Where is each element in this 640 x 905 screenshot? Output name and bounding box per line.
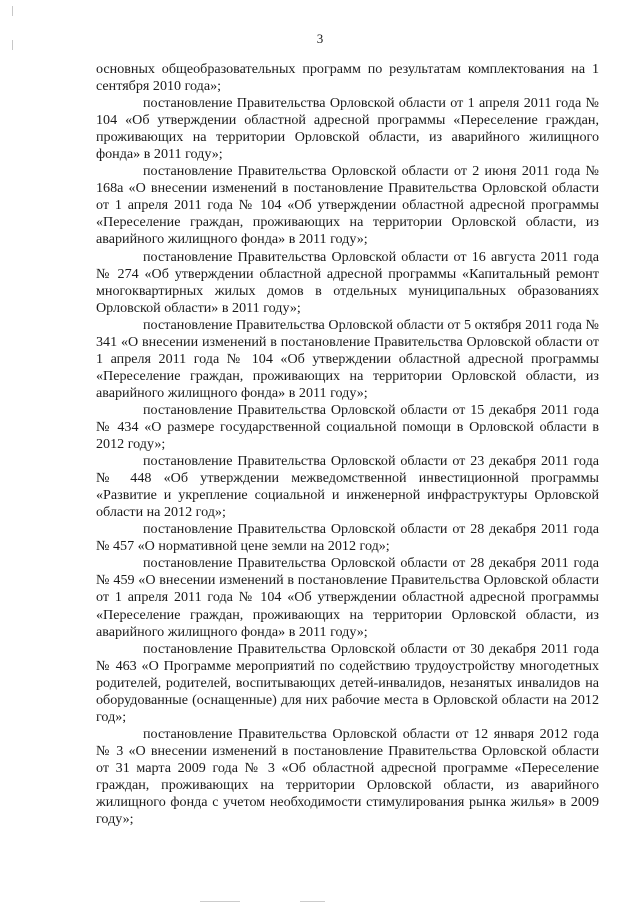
paragraph-4: постановление Правительства Орловской области от 5 октября 2011 года № 341 «О внесении изменений в постановление Правительства Орловской области от 1 апреля 2011 года № 104 «Об утверждении областной адресной программы «Переселение граждан, проживающих на территории Орловской области, из аварийного жилищного фонда» в 2011 году»; (96, 316, 599, 401)
paragraph-6: постановление Правительства Орловской области от 23 декабря 2011 года № 448 «Об утверждении межведомственной инвестиционной программы «Развитие и укрепление социальной и инженерной инфраструктуры Орловской области на 2012 год»; (96, 453, 599, 521)
paragraph-0: основных общеобразовательных программ по результатам комплектования на 1 сентября 2010 года»; (96, 61, 599, 95)
paragraph-1: постановление Правительства Орловской области от 1 апреля 2011 года № 104 «Об утверждении областной адресной программы «Переселение граждан, проживающих на территории Орловской области, из аварийного жилищного фонда» в 2011 году»; (96, 95, 599, 163)
paragraph-5: постановление Правительства Орловской области от 15 декабря 2011 года № 434 «О размере государственной социальной помощи в Орловской области в 2012 году»; (96, 401, 599, 453)
paragraph-9: постановление Правительства Орловской области от 30 декабря 2011 года № 463 «О Программе мероприятий по содействию трудоустройству многодетных родителей, родителей, воспитывающих детей-инвалидов, незанятых инвалидов на оборудованные (оснащенные) для них рабочие места в Орловской области на 2012 год»; (96, 640, 599, 725)
document-body (96, 61, 599, 828)
paragraph-10: постановление Правительства Орловской области от 12 января 2012 года № 3 «О внесении изменений в постановление Правительства Орловской области от 31 марта 2009 года № 3 «Об областной адресной программе «Переселение граждан, проживающих на территории Орловской области, из аварийного жилищного фонда с учетом необходимости стимулирования рынка жилья» в 2009 году»; (96, 725, 599, 828)
paragraph-7: постановление Правительства Орловской области от 28 декабря 2011 года № 457 «О нормативной цене земли на 2012 год»; (96, 521, 599, 555)
scan-artifact (12, 6, 13, 16)
scan-artifact (300, 901, 325, 902)
page-number: 3 (316, 31, 324, 46)
scan-artifact (200, 901, 240, 902)
paragraph-8: постановление Правительства Орловской области от 28 декабря 2011 года № 459 «О внесении изменений в постановление Правительства Орловской области от 1 апреля 2011 года № 104 «Об утверждении областной адресной программы «Переселение граждан, проживающих на территории Орловской области, из аварийного жилищного фонда» в 2011 году»; (96, 555, 599, 640)
paragraph-2: постановление Правительства Орловской области от 2 июня 2011 года № 168а «О внесении изменений в постановление Правительства Орловской области от 1 апреля 2011 года № 104 «Об утверждении областной адресной программы «Переселение граждан, проживающих на территории Орловской области, из аварийного жилищного фонда» в 2011 году»; (96, 163, 599, 248)
paragraph-3: постановление Правительства Орловской области от 16 августа 2011 года № 274 «Об утверждении областной адресной программы «Капитальный ремонт многоквартирных жилых домов в отдельных муниципальных образованиях Орловской области» в 2011 году»; (96, 248, 599, 316)
